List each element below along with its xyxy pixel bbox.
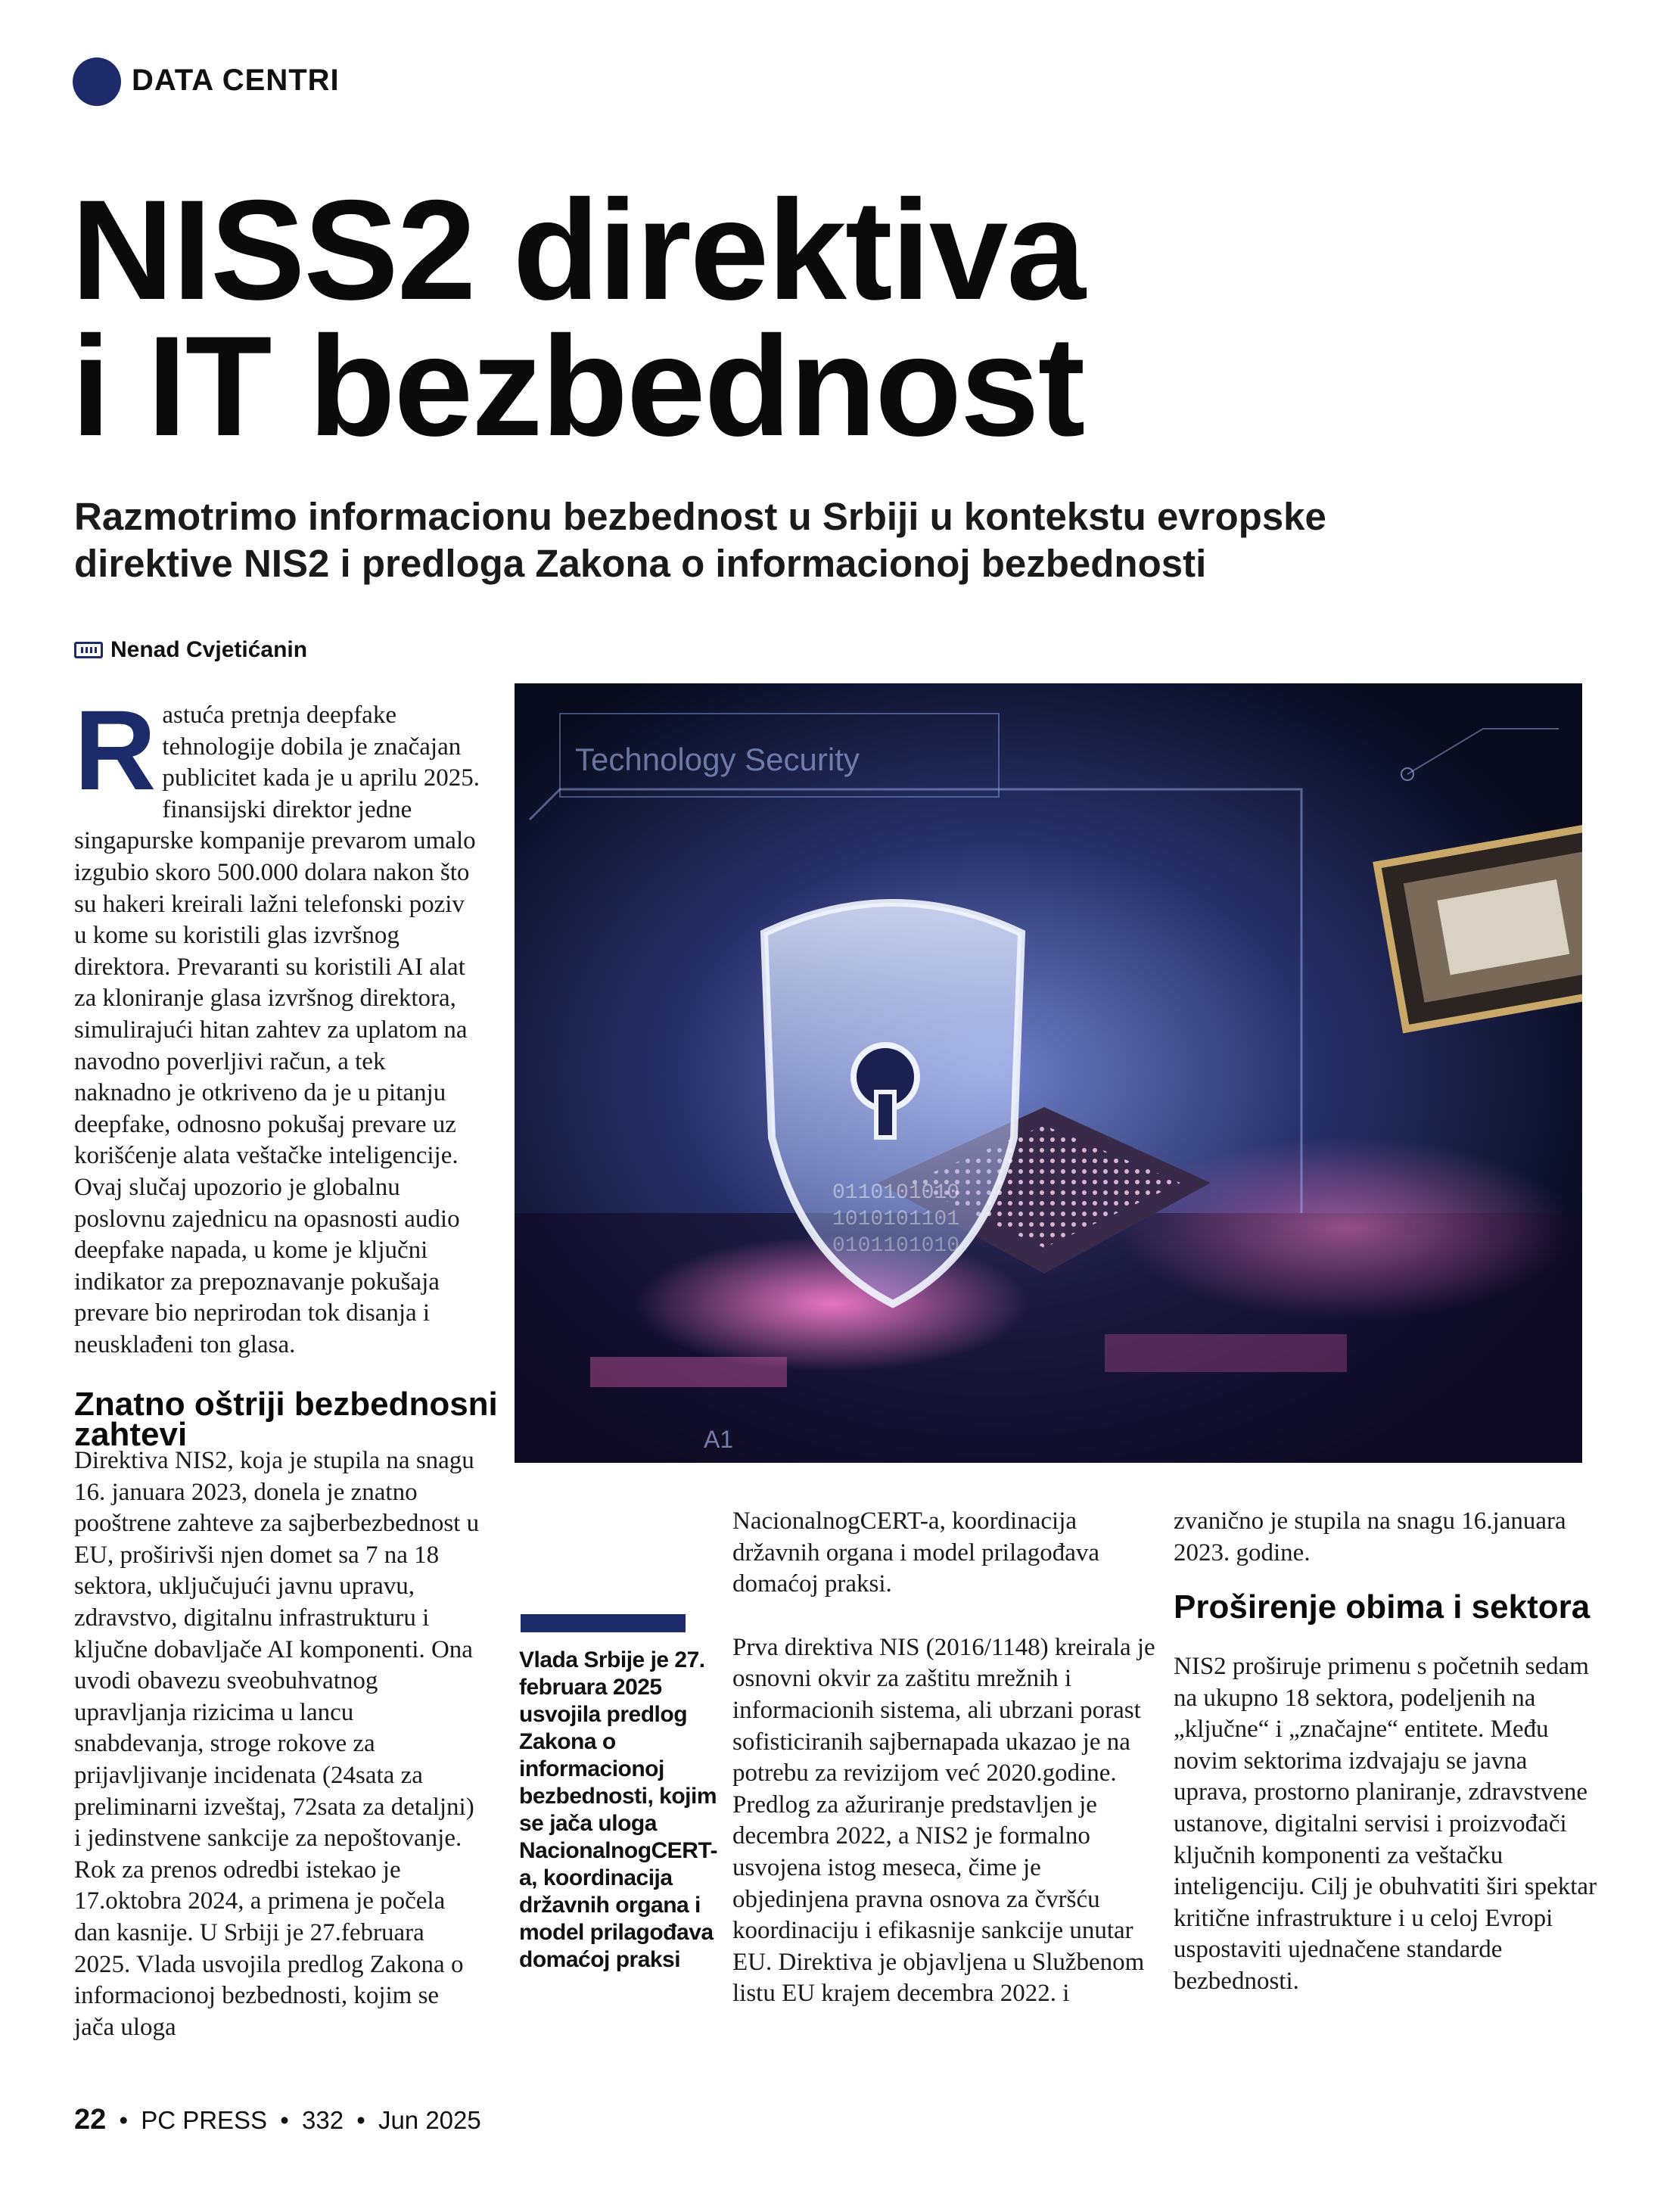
intro-paragraph [74,686,483,1361]
subtitle-line2: direktive NIS2 i predloga Zakona o informacionoj bezbednosti [74,542,1207,586]
column-3 [732,1506,1156,2010]
col3-paragraph-1: NacionalnogCERT-a, koordinacija državnih organa i model prilagođava domaćoj praksi. [732,1507,1100,1598]
col4-paragraph-2: NIS2 proširuje primenu s početnih sedam na ukupno 18 sektora, podeljenih na „ključne“ i „značajne“ entitete. Među novim sektorima izdvajaju se javna uprava, prostorno planiranje, zdravstvene ustanove, digitalni servisi i proizvođači ključnih komponenti za veštačku inteligenciju. Cilj je obuhvatiti širi spektar kritične infrastrukture i u celoj Evropi uspostaviti ujednačene standarde bezbednosti. [1174,1653,1597,1995]
article-title-line2: i IT bezbednost [71,306,1084,466]
security-illustration [515,683,1582,1463]
pull-quote: Vlada Srbije je 27. februara 2025 usvojila predlog Zakona o informacionoj bezbednosti, kojim se jača uloga NacionalnogCERT-a, koordinacija državnih organa i model prilagođava domaćoj praksi [519,1647,718,1972]
col4-paragraph-1: zvanično je stupila na snagu 16.januara 2023. godine. [1174,1507,1566,1566]
section-marker-dot [73,58,121,106]
issue-number: 332 [301,2106,344,2134]
pull-quote-bar [521,1614,686,1632]
dropcap: R [74,686,157,814]
overlay-text: Technology Security [575,742,860,777]
section-heading-scope: Proširenje obima i sektora [1174,1588,1590,1626]
keyboard-icon [74,642,103,658]
article-title [71,170,1357,466]
svg-text:0110101010: 0110101010 [832,1181,960,1205]
article-photo [515,683,1582,1463]
article-subtitle [74,493,1587,587]
page-footer [74,2104,481,2136]
subtitle-line1: Razmotrimo informacionu bezbednost u Srbiji u kontekstu evropske [74,495,1326,538]
issue-date: Jun 2025 [378,2106,481,2134]
page-number: 22 [74,2104,107,2136]
author-name: Nenad Cvjetićanin [110,637,308,662]
footer-separator: • [356,2106,365,2134]
section-heading-requirements: Znatno oštriji bezbednosni zahtevi [74,1386,498,1453]
publication-name: PC PRESS [141,2106,268,2134]
footer-separator: • [280,2106,289,2134]
requirements-paragraph: Direktiva NIS2, koja je stupila na snagu 16. januara 2023, donela je znatno pooštrene zahteve za sajberbezbednost u EU, proširivši njen domet sa 7 na 18 sektora, uključujući javnu upravu, zdravstvo, digitalnu infrastrukturu i ključne dobavljače AI komponenti. Ona uvodi obavezu sveobuhvatnog upravljanja rizicima u lancu snabdevanja, stroge rokove za prijavljivanje incidenata (24sata za preliminarni izveštaj, 72sata za detaljni) i jedinstvene sankcije za nepoštovanje. Rok za prenos odredbi istekao je 17.oktobra 2024, a primena je počela dan kasnije. U Srbiji je 27.februara 2025. Vlada usvojila predlog Zakona o informacionoj bezbednosti, kojim se jača uloga [74,1447,480,2041]
section-label: DATA CENTRI [132,64,340,97]
byline [74,637,307,663]
svg-text:0101101010: 0101101010 [832,1234,960,1258]
article-title-line1: NISS2 direktiva [71,170,1084,329]
footer-separator: • [119,2106,129,2134]
corner-text: A1 [704,1426,734,1453]
col3-paragraph-2: Prva direktiva NIS (2016/1148) kreirala je osnovni okvir za zaštitu mrežnih i informacionih sistema, ali ubrzani porast sofisticiranih sajbernapada ukazao je na potrebu za revizijom već 2020.godine. Predlog za ažuriranje predstavljen je decembra 2022, a NIS2 je formalno usvojena istog meseca, čime je objedinjena pravna osnova za čvršću koordinaciju i efikasnije sankcije unutar EU. Direktiva je objavljena u Službenom listu EU krajem decembra 2022. i [732,1633,1155,2008]
intro-text: astuća pretnja deepfake tehnologije dobila je značajan publicitet kada je u aprilu 2025. finansijski direktor jedne singapurske kompanije prevarom umalo izgubio skoro 500.000 dolara nakon što su hakeri kreirali lažni telefonski poziv u kome su koristili glas izvršnog direktora. Prevaranti su koristili AI alat za kloniranje glasa izvršnog direktora, simulirajući hitan zahtev za uplatom na navodno poverljivi račun, a tek naknadno je otkriveno da je u pitanju deepfake, odnosno pokušaj prevare uz korišćenje alata veštačke inteligencije. Ovaj slučaj upozorio je globalnu poslovnu zajednicu na opasnosti audio deepfake napada, u kome je ključni indikator za prepoznavanje pokušaja prevare bio neprirodan tok disanja i neusklađeni ton glasa. [74,702,480,1358]
svg-text:1010101101: 1010101101 [832,1208,960,1231]
